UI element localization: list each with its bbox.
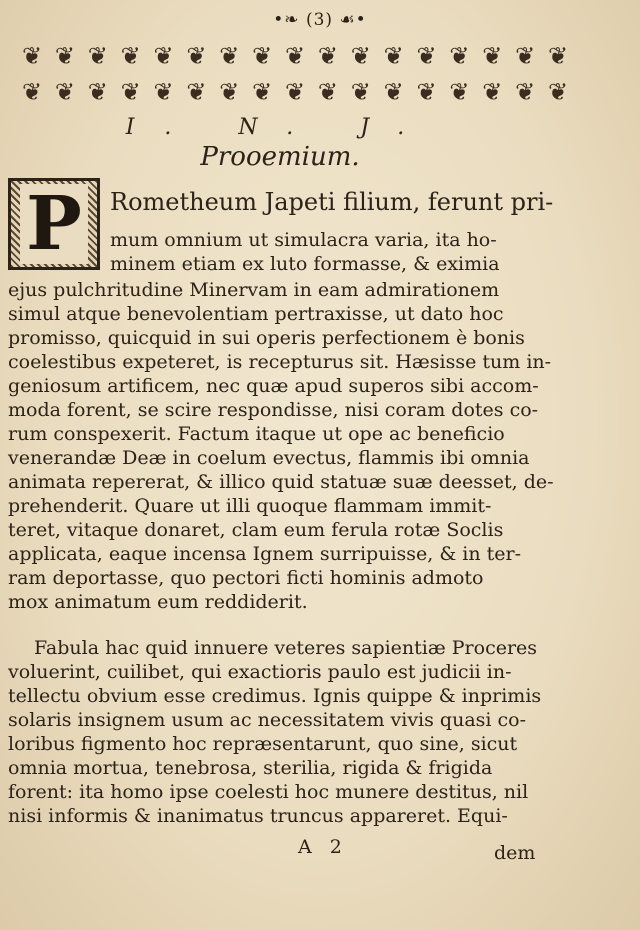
fleuron-icon: ❦ bbox=[21, 78, 43, 106]
text-line: prehenderit. Quare ut illi quoque flammam immit- bbox=[8, 495, 492, 517]
ornamental-border bbox=[20, 42, 570, 106]
text-line: promisso, quicquid in sui operis perfectionem è bonis bbox=[8, 327, 525, 349]
fleuron-icon: ❦ bbox=[87, 78, 108, 106]
fleuron-icon: ❦ bbox=[54, 42, 75, 70]
text-line: voluerint, cuilibet, qui exactioris paulo est judicii in- bbox=[8, 661, 512, 683]
fleuron-icon: ❦ bbox=[547, 78, 569, 106]
fleuron-icon: ❦ bbox=[449, 78, 470, 106]
fleuron-icon: ❦ bbox=[449, 42, 470, 70]
text-line: coelestibus expeteret, is recepturus sit. Hæsisse tum in- bbox=[8, 351, 552, 373]
fleuron-icon: ❦ bbox=[252, 78, 273, 106]
fleuron-icon: ❦ bbox=[383, 42, 404, 70]
text-line: applicata, eaque incensa Ignem surripuisse, & in ter- bbox=[8, 543, 522, 565]
fleuron-icon: ❦ bbox=[482, 42, 503, 70]
section-mark: I. N. J. bbox=[125, 115, 435, 140]
fleuron-icon: ❦ bbox=[252, 42, 273, 70]
text-line: rum conspexerit. Factum itaque ut ope ac beneficio bbox=[8, 423, 505, 445]
fleuron-icon: ❦ bbox=[317, 78, 338, 106]
text-line: ejus pulchritudine Minervam in eam admirationem bbox=[8, 279, 500, 301]
signature-mark: A 2 bbox=[298, 836, 348, 858]
text-line: venerandæ Deæ in coelum evectus, flammis ibi omnia bbox=[8, 447, 530, 469]
text-line: minem etiam ex luto formasse, & eximia bbox=[110, 253, 500, 275]
fleuron-icon: ❦ bbox=[219, 78, 240, 106]
text-line: teret, vitaque donaret, clam eum ferula rotæ Soclis bbox=[8, 519, 504, 541]
fleuron-icon: ❦ bbox=[153, 42, 174, 70]
text-line: forent: ita homo ipse coelesti hoc munere destitus, nil bbox=[8, 781, 529, 803]
text-line: moda forent, se scire respondisse, nisi coram dotes co- bbox=[8, 399, 539, 421]
fleuron-icon: ❦ bbox=[153, 78, 174, 106]
decorated-initial bbox=[8, 178, 100, 270]
fleuron-icon: ❦ bbox=[416, 42, 437, 70]
ornament-row bbox=[20, 42, 570, 70]
initial-letter: P bbox=[20, 184, 88, 264]
fleuron-icon: ❦ bbox=[284, 78, 306, 106]
fleuron-icon: ❦ bbox=[482, 78, 503, 106]
text-line: Rometheum Japeti filium, ferunt pri- bbox=[110, 188, 554, 216]
fleuron-icon: ❦ bbox=[120, 78, 141, 106]
text-line: ram deportasse, quo pectori ficti hominis admoto bbox=[8, 567, 484, 589]
text-line: animata repererat, & illico quid statuæ suæ deesset, de- bbox=[8, 471, 554, 493]
fleuron-icon: ❦ bbox=[416, 78, 437, 106]
fleuron-icon: ❦ bbox=[350, 78, 371, 106]
page-title: Prooemium. bbox=[200, 142, 360, 172]
fleuron-icon: ❦ bbox=[219, 42, 240, 70]
text-line: nisi informis & inanimatus truncus appareret. Equi- bbox=[8, 805, 508, 827]
text-line: loribus figmento hoc repræsentarunt, quo sine, sicut bbox=[8, 733, 518, 755]
fleuron-icon: ❦ bbox=[54, 78, 75, 106]
fleuron-icon: ❦ bbox=[515, 42, 536, 70]
text-line: mox animatum eum reddiderit. bbox=[8, 591, 308, 613]
fleuron-icon: ❦ bbox=[87, 42, 108, 70]
fleuron-icon: ❦ bbox=[120, 42, 141, 70]
fleuron-icon: ❦ bbox=[383, 78, 404, 106]
ornament-row bbox=[20, 78, 570, 106]
fleuron-icon: ❦ bbox=[317, 42, 338, 70]
page-number-header: •❧ (3) ☙• bbox=[273, 10, 367, 30]
fleuron-icon: ❦ bbox=[21, 42, 43, 70]
fleuron-icon: ❦ bbox=[186, 42, 207, 70]
catchword: dem bbox=[494, 842, 536, 864]
text-line: solaris insignem usum ac necessitatem vivis quasi co- bbox=[8, 709, 527, 731]
fleuron-icon: ❦ bbox=[515, 78, 536, 106]
fleuron-icon: ❦ bbox=[186, 78, 207, 106]
text-line: geniosum artificem, nec quæ apud superos sibi accom- bbox=[8, 375, 539, 397]
text-line: Fabula hac quid innuere veteres sapientiæ Proceres bbox=[34, 637, 538, 659]
text-line: omnia mortua, tenebrosa, sterilia, rigida & frigida bbox=[8, 757, 493, 779]
fleuron-icon: ❦ bbox=[350, 42, 371, 70]
text-line: tellectu obvium esse credimus. Ignis quippe & inprimis bbox=[8, 685, 542, 707]
fleuron-icon: ❦ bbox=[284, 42, 306, 70]
text-line: mum omnium ut simulacra varia, ita ho- bbox=[110, 229, 497, 251]
text-line: simul atque benevolentiam pertraxisse, ut dato hoc bbox=[8, 303, 504, 325]
fleuron-icon: ❦ bbox=[547, 42, 569, 70]
